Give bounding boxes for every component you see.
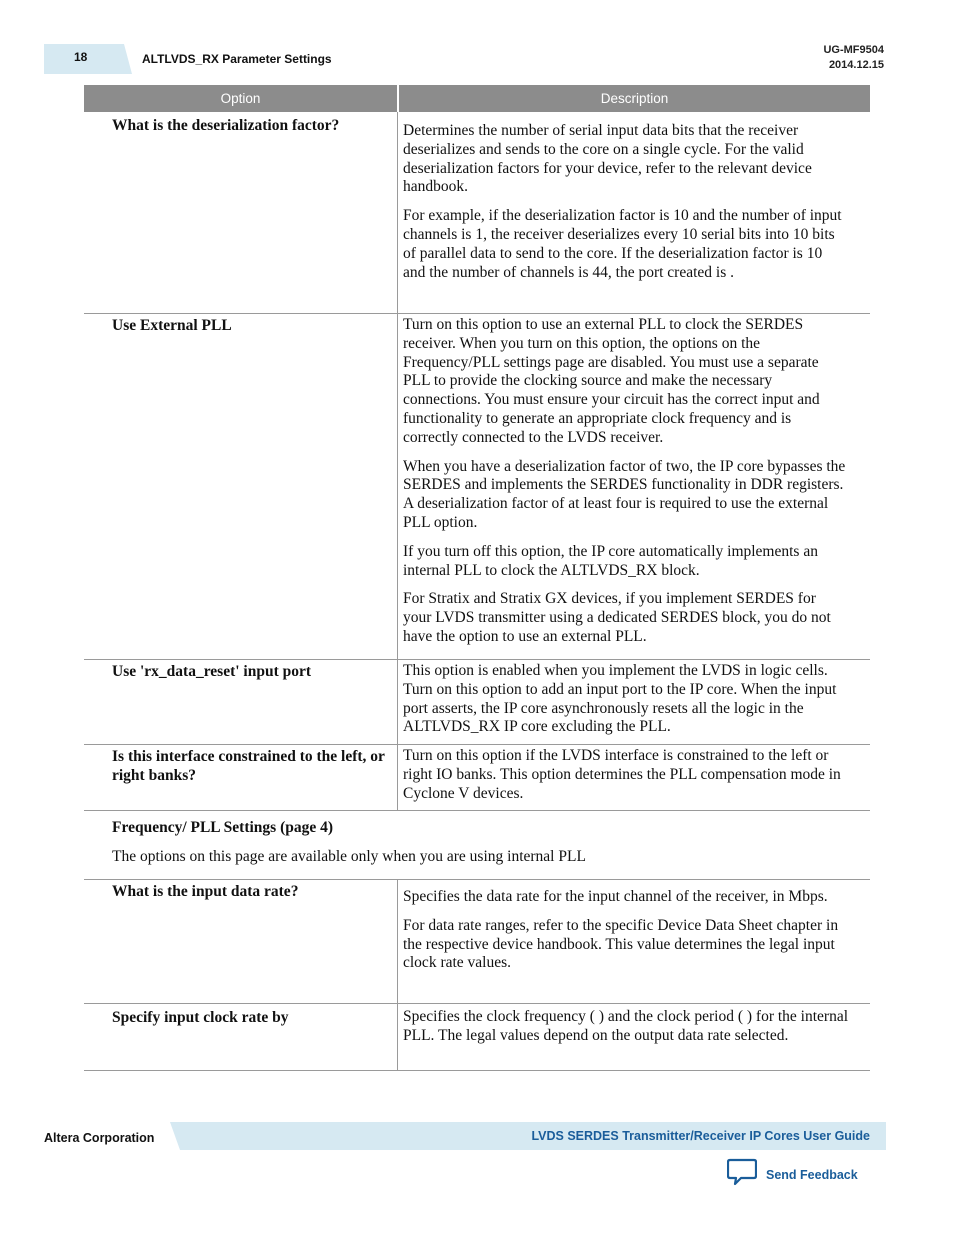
option-label: Specify input clock rate by bbox=[112, 1009, 289, 1026]
description-paragraph: For example, if the deserialization factor is 10 and the number of input channels is 1, the receiver deserializes every 10 serial bits into 10 bits of parallel data to send to the core. If the deserialization factor is 10 and the number of channels is 44, the port created is . bbox=[403, 207, 842, 281]
option-description bbox=[403, 662, 848, 747]
doc-id: UG-MF9504 bbox=[823, 44, 884, 56]
table-row bbox=[84, 879, 870, 1004]
column-divider bbox=[397, 659, 398, 744]
option-label: Is this interface constrained to the left, or right banks? bbox=[112, 748, 385, 784]
subsection-text: The options on this page are available only when you are using internal PLL bbox=[112, 848, 586, 865]
description-paragraph: For Stratix and Stratix GX devices, if you implement SERDES for your LVDS transmitter using a dedicated SERDES block, you do not have the option to use an external PLL. bbox=[403, 590, 831, 645]
option-description bbox=[403, 747, 848, 813]
section-title: ALTLVDS_RX Parameter Settings bbox=[142, 52, 332, 66]
table-row bbox=[84, 112, 870, 314]
column-divider bbox=[397, 313, 398, 659]
doc-id-block bbox=[823, 43, 884, 73]
description-paragraph: When you have a deserialization factor of two, the IP core bypasses the SERDES and implements the SERDES functionality in DDR registers. A deserialization factor of at least four is required to use the external PLL option. bbox=[403, 457, 846, 531]
option-description bbox=[403, 316, 848, 657]
option-description bbox=[403, 122, 848, 292]
description-paragraph: Determines the number of serial input data bits that the receiver deserializes and sends to the core on a single cycle. For the valid deserialization factors for your device, refer to the relevant device handbook. bbox=[403, 122, 812, 196]
column-divider bbox=[397, 112, 398, 313]
description-paragraph: This option is enabled when you implement the LVDS in logic cells. Turn on this option to add an input port to the IP core. When the input port asserts, the IP core asynchronously resets all the logic in the ALTLVDS_RX IP core excluding the PLL. bbox=[403, 662, 837, 736]
description-paragraph: Turn on this option if the LVDS interface is constrained to the left or right IO banks. This option determines the PLL compensation mode in Cyclone V devices. bbox=[403, 747, 841, 802]
option-label: Use External PLL bbox=[112, 317, 232, 334]
column-divider bbox=[397, 744, 398, 810]
option-description bbox=[403, 888, 848, 983]
doc-date: 2014.12.15 bbox=[828, 59, 884, 71]
send-feedback-label: Send Feedback bbox=[766, 1167, 858, 1182]
column-divider bbox=[397, 1003, 398, 1070]
column-header-description: Description bbox=[399, 85, 870, 112]
option-description bbox=[403, 1008, 848, 1056]
table-row bbox=[84, 744, 870, 811]
footer-company: Altera Corporation bbox=[44, 1131, 155, 1145]
table-row bbox=[84, 659, 870, 745]
column-header-option: Option bbox=[84, 85, 399, 112]
parameter-table bbox=[84, 85, 870, 112]
option-label: Use 'rx_data_reset' input port bbox=[112, 663, 312, 680]
description-paragraph: If you turn off this option, the IP core automatically implements an internal PLL to clock the ALTLVDS_RX block. bbox=[403, 542, 818, 579]
option-label: What is the deserialization factor? bbox=[112, 117, 340, 134]
table-row bbox=[84, 1003, 870, 1071]
page-number: 18 bbox=[74, 50, 88, 64]
guide-title-link[interactable]: LVDS SERDES Transmitter/Receiver IP Cores User Guide bbox=[531, 1129, 870, 1143]
description-paragraph: Specifies the clock frequency ( ) and the clock period ( ) for the internal PLL. The legal values depend on the output data rate selected. bbox=[403, 1008, 849, 1044]
column-divider bbox=[397, 879, 398, 1003]
send-feedback-button[interactable] bbox=[727, 1158, 858, 1191]
page-number-tab bbox=[44, 44, 132, 74]
table-row bbox=[84, 313, 870, 660]
description-paragraph: For data rate ranges, refer to the specific Device Data Sheet chapter in the respective device handbook. This value determines the legal input clock rate values. bbox=[403, 916, 839, 972]
description-paragraph: Specifies the data rate for the input channel of the receiver, in Mbps. bbox=[403, 888, 828, 905]
option-label: What is the input data rate? bbox=[112, 883, 299, 900]
description-paragraph: Turn on this option to use an external PLL to clock the SERDES receiver. When you turn on this option, the options on the Frequency/PLL settings page are disabled. You must use a separate PLL to provide the clocking source and make the necessary connections. You must ensure your circuit has the correct input and functionality to generate an appropriate clock frequency and is correctly connected to the LVDS receiver. bbox=[403, 316, 820, 446]
subsection-heading: Frequency/ PLL Settings (page 4) bbox=[112, 819, 334, 836]
table-header bbox=[84, 85, 870, 112]
speech-bubble-icon bbox=[727, 1158, 757, 1191]
